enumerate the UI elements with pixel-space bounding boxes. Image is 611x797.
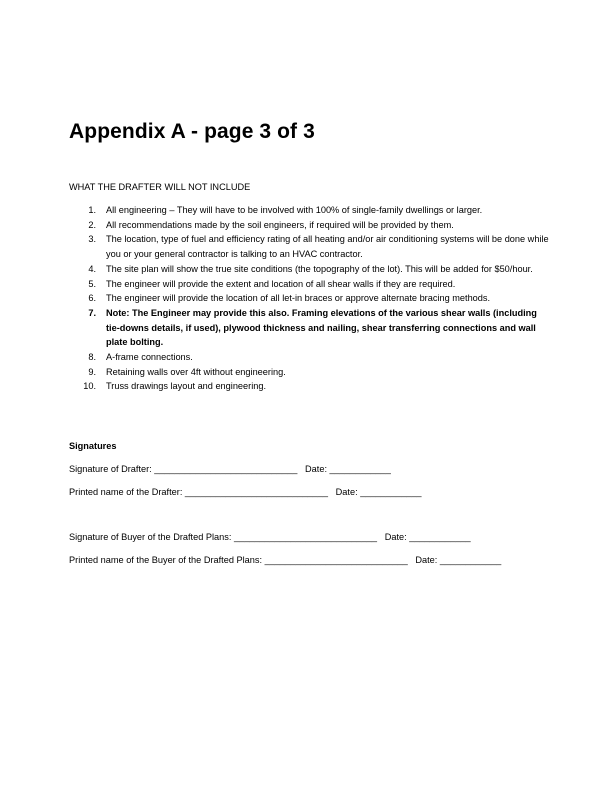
date-blank: ____________ xyxy=(439,555,502,565)
list-item-text: A-frame connections. xyxy=(106,352,193,363)
list-item-number: 9. xyxy=(88,366,96,377)
list-item xyxy=(69,291,549,306)
date-label: Date: xyxy=(335,487,361,497)
list-item-number: 2. xyxy=(88,219,96,230)
list-item-text: The location, type of fuel and efficiency rating of all heating and/or air conditioning systems will be done while you or your general contractor is talking to an HVAC contractor. xyxy=(106,234,549,260)
list-item-number: 1. xyxy=(88,205,96,215)
signature-blank: ____________________________ xyxy=(154,464,298,474)
list-item xyxy=(69,277,549,292)
signature-label: Printed name of the Buyer of the Drafted Plans: xyxy=(69,555,265,565)
list-item xyxy=(69,232,549,261)
list-item-text: Note: The Engineer may provide this also. Framing elevations of the various shear walls (including tie-downs details, if used), plywood thickness and nailing, shear transferring connections and wall plate bolting. xyxy=(106,307,537,348)
list-item-text: The site plan will show the true site conditions (the topography of the lot). This will be added for $50/hour. xyxy=(106,263,533,274)
list-item-number: 3. xyxy=(88,234,96,245)
list-item xyxy=(69,379,549,394)
signature-label: Printed name of the Drafter: xyxy=(69,487,185,497)
list-item-number: 6. xyxy=(88,293,96,304)
date-blank: ____________ xyxy=(360,487,422,497)
signature-blank: ____________________________ xyxy=(264,555,408,565)
list-item-text: Truss drawings layout and engineering. xyxy=(106,381,267,392)
printed-name-line-drafter xyxy=(69,486,422,498)
signature-blank: ____________________________ xyxy=(184,487,328,497)
date-blank: ____________ xyxy=(329,464,391,474)
list-item-number: 10. xyxy=(83,381,96,392)
list-item-text: Retaining walls over 4ft without engineering. xyxy=(106,366,286,377)
page-title: Appendix A - page 3 of 3 xyxy=(69,120,315,143)
date-label: Date: xyxy=(384,532,410,542)
list-item xyxy=(69,262,549,277)
signature-line-buyer xyxy=(69,531,471,543)
list-item xyxy=(69,306,549,350)
list-item-number: 7. xyxy=(88,307,96,318)
list-item-text: The engineer will provide the location of all let-in braces or approve alternate bracing methods. xyxy=(106,293,491,304)
list-item-number: 4. xyxy=(88,263,96,274)
date-label: Date: xyxy=(415,555,440,565)
list-item xyxy=(69,365,549,380)
signatures-heading: Signatures xyxy=(69,441,117,451)
exclusions-list xyxy=(69,203,549,394)
section-heading: WHAT THE DRAFTER WILL NOT INCLUDE xyxy=(69,182,251,192)
list-item-number: 5. xyxy=(88,278,96,289)
date-blank: ____________ xyxy=(409,532,471,542)
signature-line-drafter xyxy=(69,463,391,475)
signature-blank: ____________________________ xyxy=(233,532,378,542)
list-item-text: All recommendations made by the soil engineers, if required will be provided by them. xyxy=(106,219,454,230)
date-label: Date: xyxy=(305,464,330,474)
signature-label: Signature of Drafter: xyxy=(69,464,155,474)
signature-label: Signature of Buyer of the Drafted Plans: xyxy=(69,532,234,542)
list-item-text: The engineer will provide the extent and location of all shear walls if they are required. xyxy=(106,278,456,289)
list-item-number: 8. xyxy=(88,352,96,363)
list-item xyxy=(69,350,549,365)
list-item xyxy=(69,203,549,218)
list-item xyxy=(69,218,549,233)
printed-name-line-buyer xyxy=(69,554,501,566)
list-item-text: All engineering – They will have to be involved with 100% of single-family dwellings or larger. xyxy=(106,205,483,215)
